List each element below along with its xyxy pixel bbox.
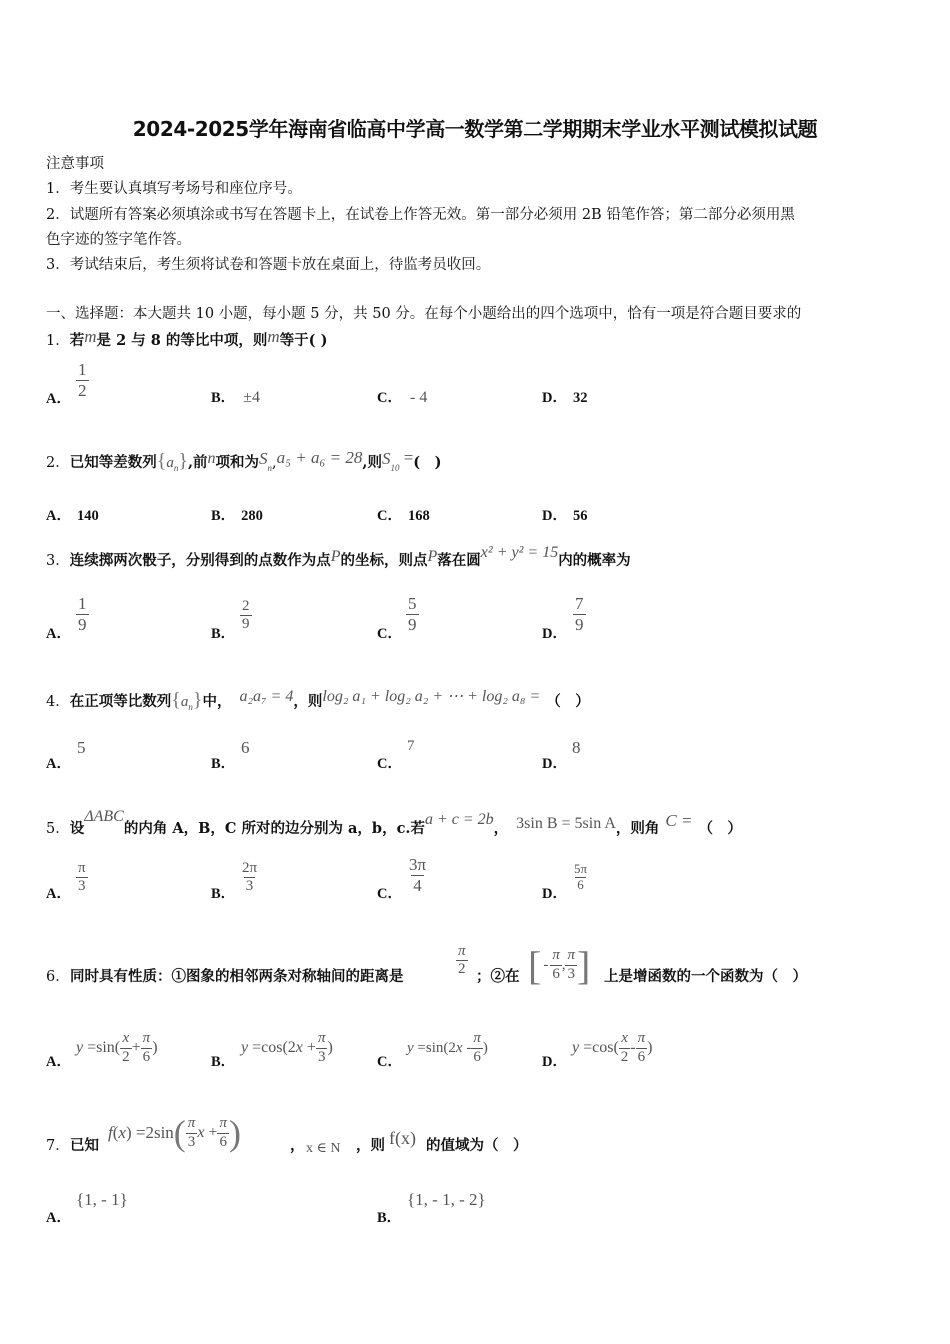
- page-title: 2024-2025学年海南省临高中学高一数学第二学期期末学业水平测试模拟试题: [132, 117, 818, 141]
- question-number: 1．: [46, 333, 70, 349]
- notice-item: 色字迹的签字笔作答。: [46, 232, 191, 248]
- question-number: 6．: [46, 969, 70, 985]
- question-4: 4．在正项等比数列$\{a_n\}$中， a₂a₇ = 4，则log₂ a₁ + log₂ a₂ + ⋯ + log₂ a₈ = （ ）: [46, 688, 590, 712]
- option-c[interactable]: C． - 4: [377, 389, 428, 406]
- question-2: 2．已知等差数列$\{a_n\}$,前n项和为$S_n,a_5 + a_6 = 28$,则$S_{10}$ =( ): [46, 448, 442, 473]
- option-a[interactable]: A． 140: [46, 508, 99, 524]
- section-heading: 一、选择题：本大题共 10 小题，每小题 5 分，共 50 分。在每个小题给出的四个选项中，恰有一项是符合题目要求的: [46, 306, 802, 322]
- notice-item: 3．考试结束后，考生须将试卷和答题卡放在桌面上，待监考员收回。: [46, 257, 491, 273]
- notice-heading: 注意事项: [46, 156, 104, 172]
- option-b[interactable]: B． 280: [211, 508, 263, 524]
- question-number: 3．: [46, 553, 70, 569]
- question-1: 1．若m是 2 与 8 的等比中项，则m等于( ): [46, 327, 328, 349]
- notice-item: 1．考生要认真填写考场号和座位序号。: [46, 181, 302, 197]
- question-3: 3．连续掷两次骰子，分别得到的点数作为点P的坐标，则点P落在圆x² + y² = 15内的概率为: [46, 544, 631, 569]
- question-number: 4．: [46, 694, 70, 710]
- option-d[interactable]: D． 56: [542, 508, 588, 524]
- notice-item: 2．试题所有答案必须填涂或书写在答题卡上，在试卷上作答无效。第一部分必须用 2B 铅笔作答；第二部分必须用黑: [46, 207, 795, 223]
- option-c[interactable]: C． 168: [377, 508, 430, 524]
- option-d[interactable]: D． 32: [542, 390, 588, 406]
- question-number: 2．: [46, 455, 70, 471]
- option-b[interactable]: B． ±4: [211, 389, 260, 406]
- question-number: 5．: [46, 821, 70, 837]
- question-number: 7．: [46, 1138, 70, 1154]
- question-5: 5．设ΔABC的内角 A，B，C 所对的边分别为 a，b，c.若a + c = 2b， 3sin B = 5sin A，则角 C = （ ）: [46, 808, 742, 837]
